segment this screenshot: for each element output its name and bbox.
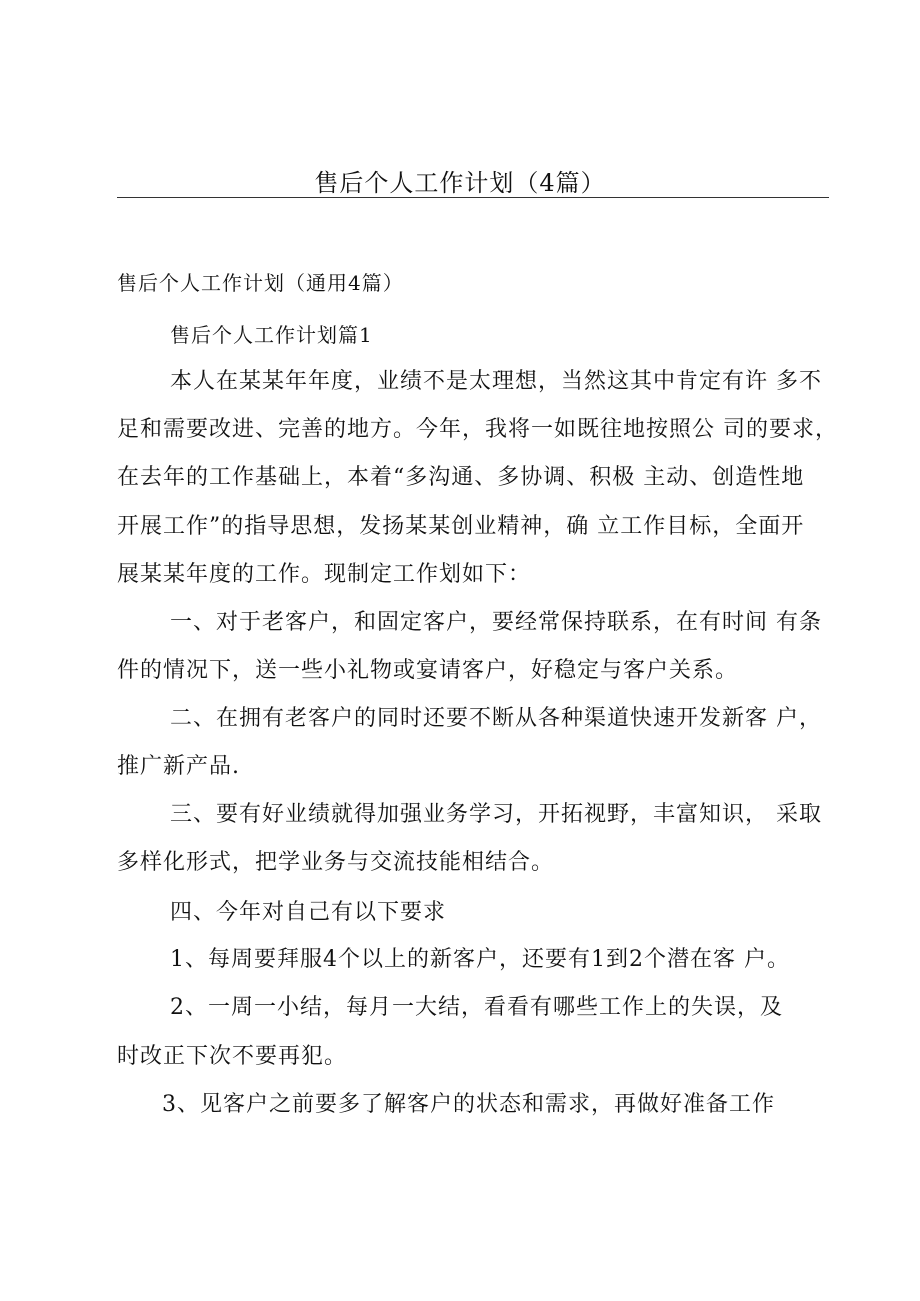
paragraph-line: 展某某年度的工作。现制定工作划如下： bbox=[117, 562, 532, 587]
paragraph-line: 足和需要改进、完善的地方。今年，我将一如既往地按照公 司的要求， bbox=[117, 417, 838, 442]
paragraph-line: 三、要有好业绩就得加强业务学习，开拓视野，丰富知识， 采取 bbox=[170, 802, 822, 827]
paragraph-line: 本人在某某年年度，业绩不是太理想，当然这其中肯定有许 多不 bbox=[170, 369, 822, 394]
document-title: 售后个人工作计划（4篇） bbox=[314, 169, 606, 197]
paragraph-line: 四、今年对自己有以下要求 bbox=[170, 900, 447, 925]
paragraph-line: 开展工作”的指导思想，发扬某某创业精神，确 立工作目标，全面开 bbox=[117, 514, 805, 539]
paragraph-line: 件的情况下，送一些小礼物或宴请客户，好稳定与客户关系。 bbox=[117, 658, 739, 683]
paragraph-line: 时改正下次不要再犯。 bbox=[117, 1044, 348, 1069]
paragraph-line: 1、每周要拜服4个以上的新客户，还要有1到2个潜在客 户。 bbox=[170, 947, 790, 972]
paragraph-line: 一、对于老客户，和固定客户，要经常保持联系，在有时间 有条 bbox=[170, 610, 822, 635]
section-heading: 售后个人工作计划篇1 bbox=[170, 323, 373, 347]
document-subtitle: 售后个人工作计划（通用4篇） bbox=[117, 271, 404, 295]
paragraph-line: 3、见客户之前要多了解客户的状态和需求，再做好准备工作 bbox=[162, 1092, 775, 1117]
paragraph-line: 在去年的工作基础上，本着“多沟通、多协调、积极 主动、创造性地 bbox=[117, 465, 805, 490]
paragraph-line: 二、在拥有老客户的同时还要不断从各种渠道快速开发新客 户， bbox=[170, 706, 822, 731]
paragraph-line: 推广新产品. bbox=[117, 754, 240, 779]
paragraph-line: 多样化形式，把学业务与交流技能相结合。 bbox=[117, 850, 555, 875]
paragraph-line: 2、一周一小结，每月一大结，看看有哪些工作上的失误，及 bbox=[170, 995, 783, 1020]
title-underline bbox=[117, 197, 829, 198]
